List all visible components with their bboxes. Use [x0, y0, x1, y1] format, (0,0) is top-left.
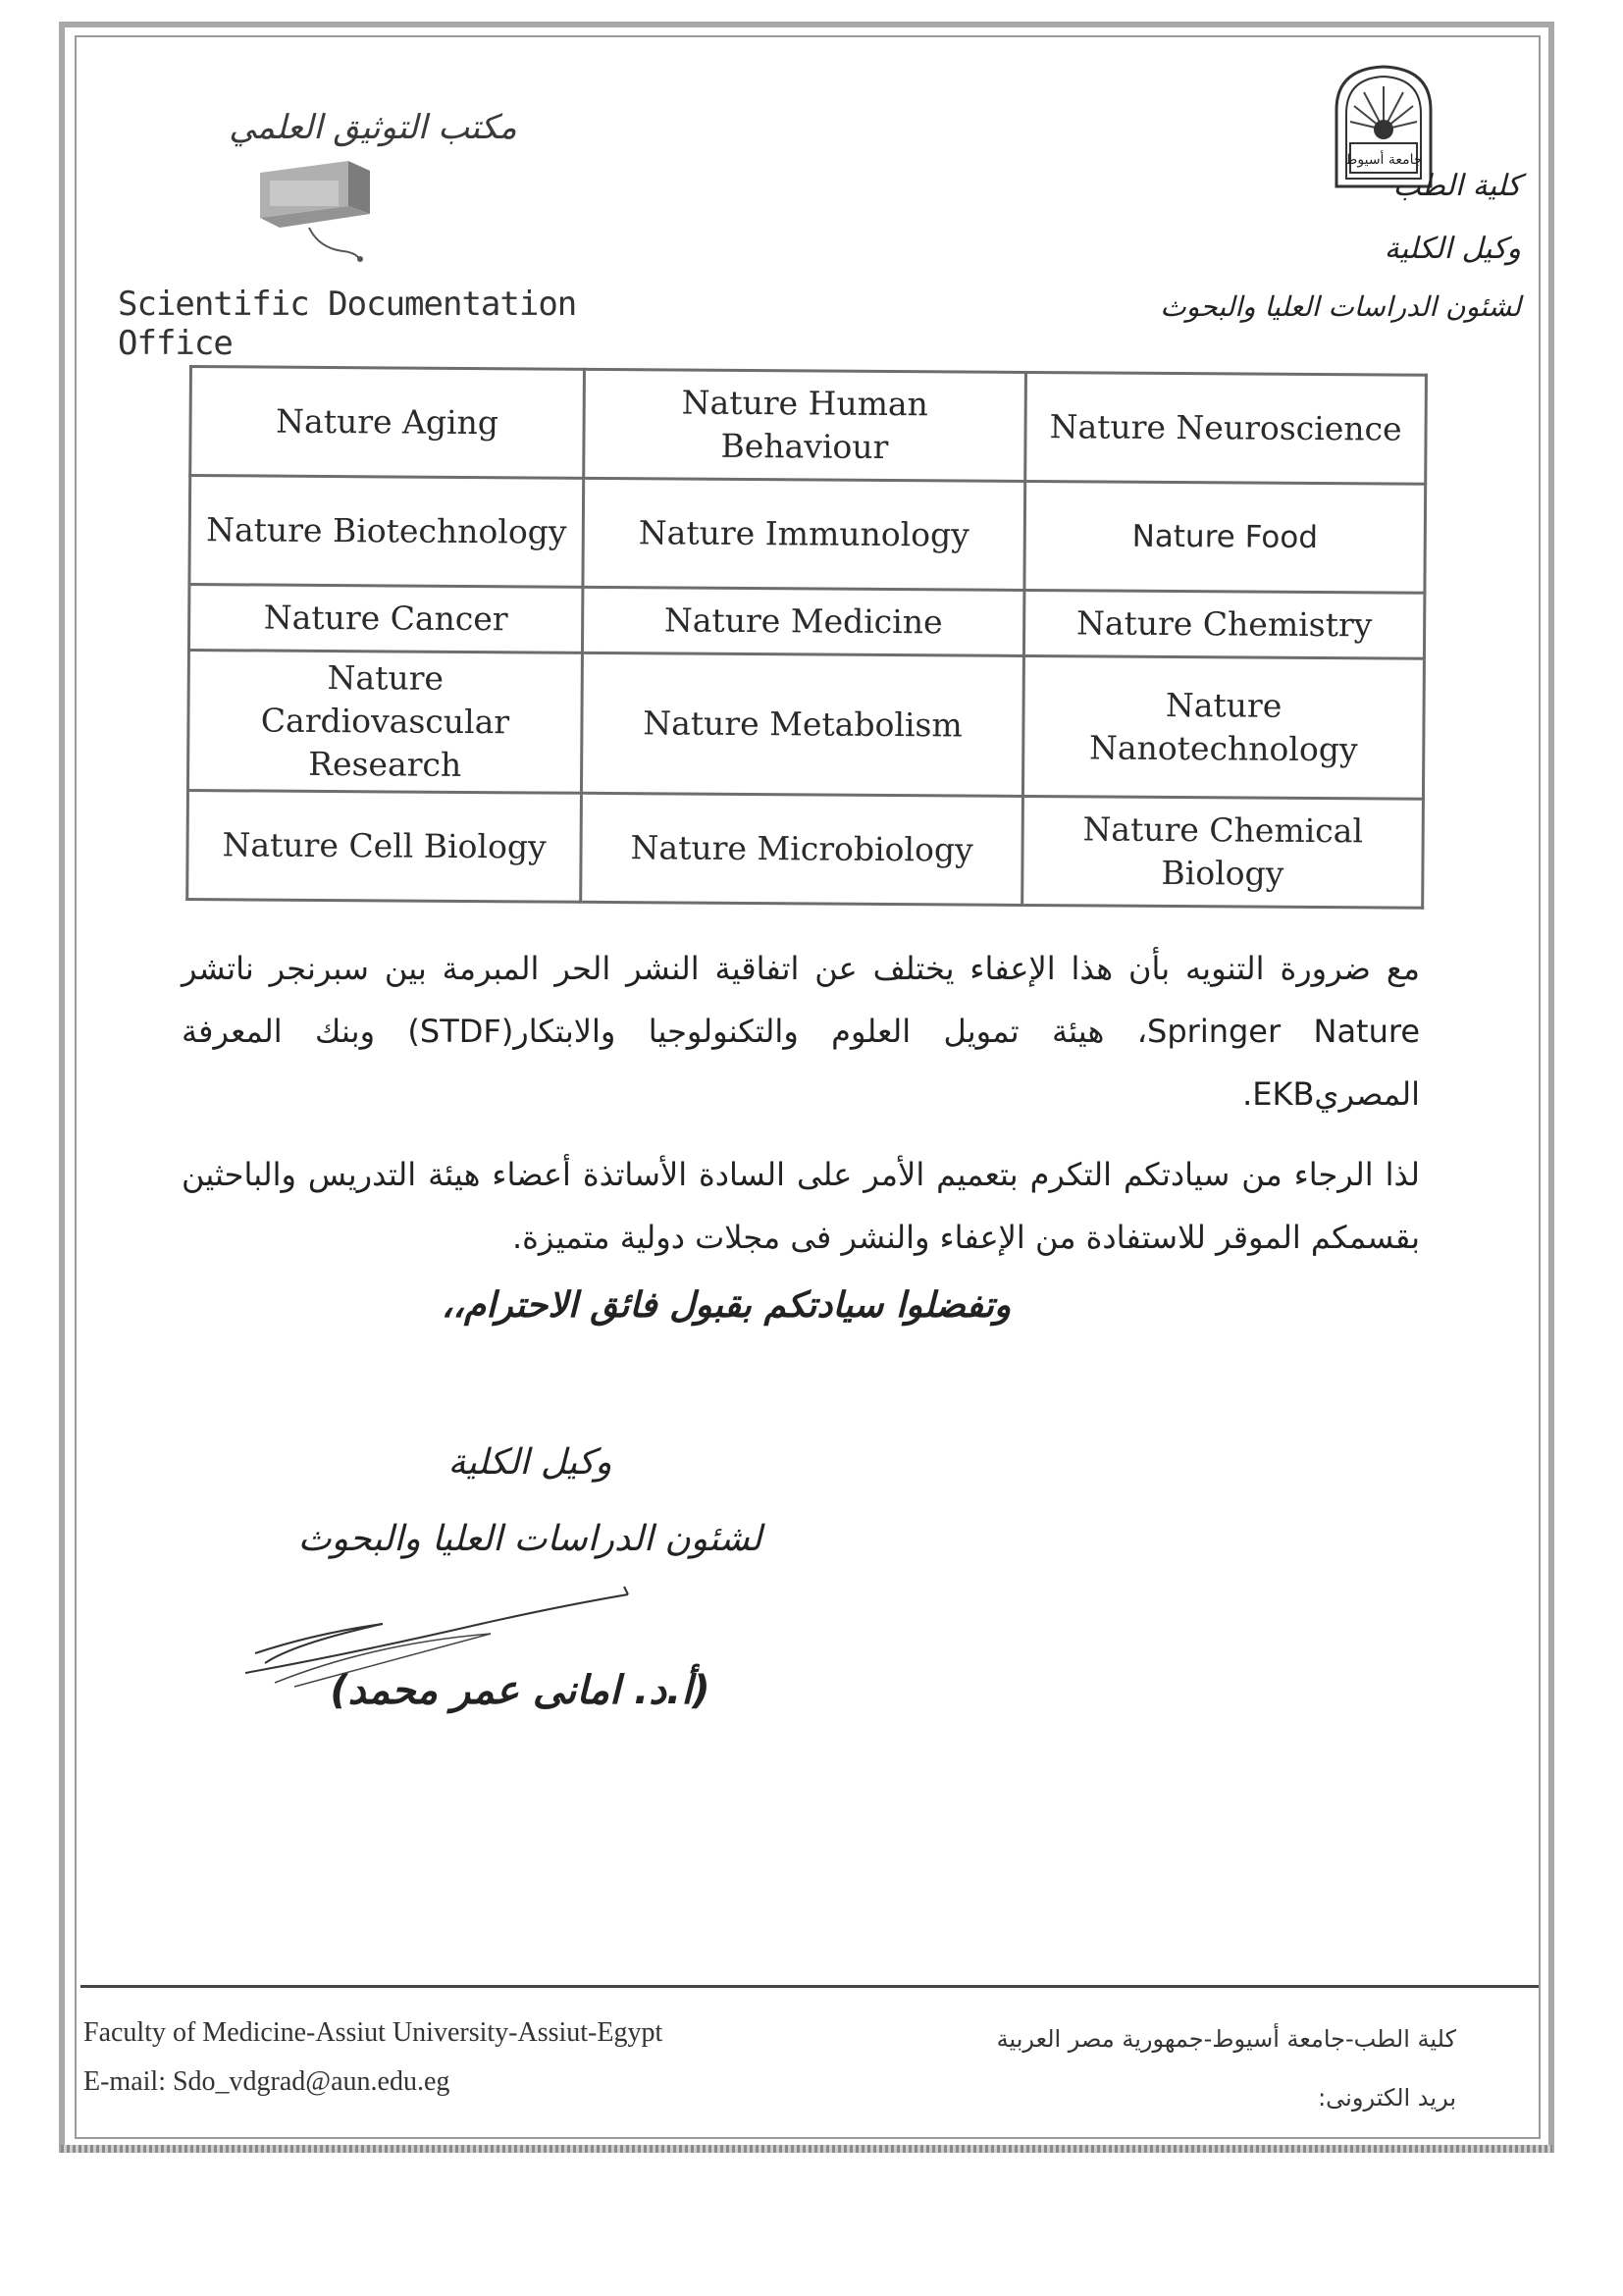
- journal-cell: Nature Cardiovascular Research: [187, 651, 582, 794]
- signature-title: وكيل الكلية: [447, 1442, 612, 1483]
- emblem-text: جامعة أسيوط: [1344, 152, 1423, 168]
- table-row: [189, 476, 1426, 594]
- vice-dean-title: وكيل الكلية: [1384, 232, 1521, 266]
- journal-cell: Nature Neuroscience: [1025, 372, 1427, 484]
- journal-cell: Nature Biotechnology: [189, 476, 584, 588]
- journal-cell: Nature Aging: [190, 367, 585, 479]
- table-row: [187, 651, 1424, 800]
- request-paragraph: لذا الرجاء من سيادتكم التكرم بتعميم الأمر على السادة الأساتذة أعضاء هيئة التدريس والباحثين بقسمكم الموقر للاستفادة من الإعفاء والنشر فى مجلات دولية متميزة.: [182, 1156, 1420, 1256]
- office-title-english: Scientific Documentation Office: [118, 285, 577, 363]
- footer-divider: [80, 1985, 1539, 1988]
- footer-address-arabic: كلية الطب-جامعة أسيوط-جمهورية مصر العربية: [996, 2025, 1456, 2053]
- footer-email: E-mail: Sdo_vdgrad@aun.edu.eg: [83, 2066, 450, 2097]
- footer-address-english: Faculty of Medicine-Assiut University-Assiut-Egypt: [83, 2017, 663, 2048]
- journal-cell: Nature Human Behaviour: [584, 369, 1026, 481]
- journal-cell: Nature Cell Biology: [187, 790, 582, 902]
- journal-cell: Nature Immunology: [583, 478, 1025, 590]
- journal-cell: Nature Chemical Biology: [1022, 796, 1424, 908]
- table-row: [187, 790, 1424, 908]
- journal-cell: Nature Food: [1024, 481, 1426, 593]
- office-logo-icon: [250, 155, 397, 263]
- journals-table: [185, 365, 1428, 910]
- table-row: [190, 367, 1427, 485]
- signature-subtitle: لشئون الدراسات العليا والبحوث: [297, 1519, 762, 1559]
- affairs-title: لشئون الدراسات العليا والبحوث: [1160, 290, 1521, 323]
- journal-cell: Nature Cancer: [188, 585, 583, 653]
- closing-line: وتفضلوا سيادتكم بقبول فائق الاحترام،،: [441, 1285, 1012, 1326]
- journal-cell: Nature Microbiology: [581, 793, 1023, 905]
- journal-cell: Nature Chemistry: [1024, 590, 1425, 658]
- journal-cell: Nature Metabolism: [582, 652, 1024, 796]
- table-row: [188, 585, 1424, 659]
- note-paragraph: مع ضرورة التنويه بأن هذا الإعفاء يختلف عن اتفاقية النشر الحر المبرمة بين سبرنجر ناتشر Springer Nature، هيئة تمويل العلوم والتكنولوجيا والابتكار(STDF) وبنك المعرفة المصريEKB.: [182, 950, 1421, 1113]
- journal-cell: Nature Nanotechnology: [1023, 655, 1425, 799]
- faculty-name: كلية الطب: [1392, 169, 1521, 203]
- page-frame-shadow: [61, 2145, 1552, 2153]
- office-title-arabic: مكتب التوثيق العلمي: [229, 108, 517, 147]
- signatory-name: (أ.د. امانى عمر محمد): [330, 1668, 710, 1713]
- journal-cell: Nature Medicine: [583, 587, 1024, 655]
- footer-email-label-arabic: بريد الكترونى:: [1318, 2084, 1456, 2112]
